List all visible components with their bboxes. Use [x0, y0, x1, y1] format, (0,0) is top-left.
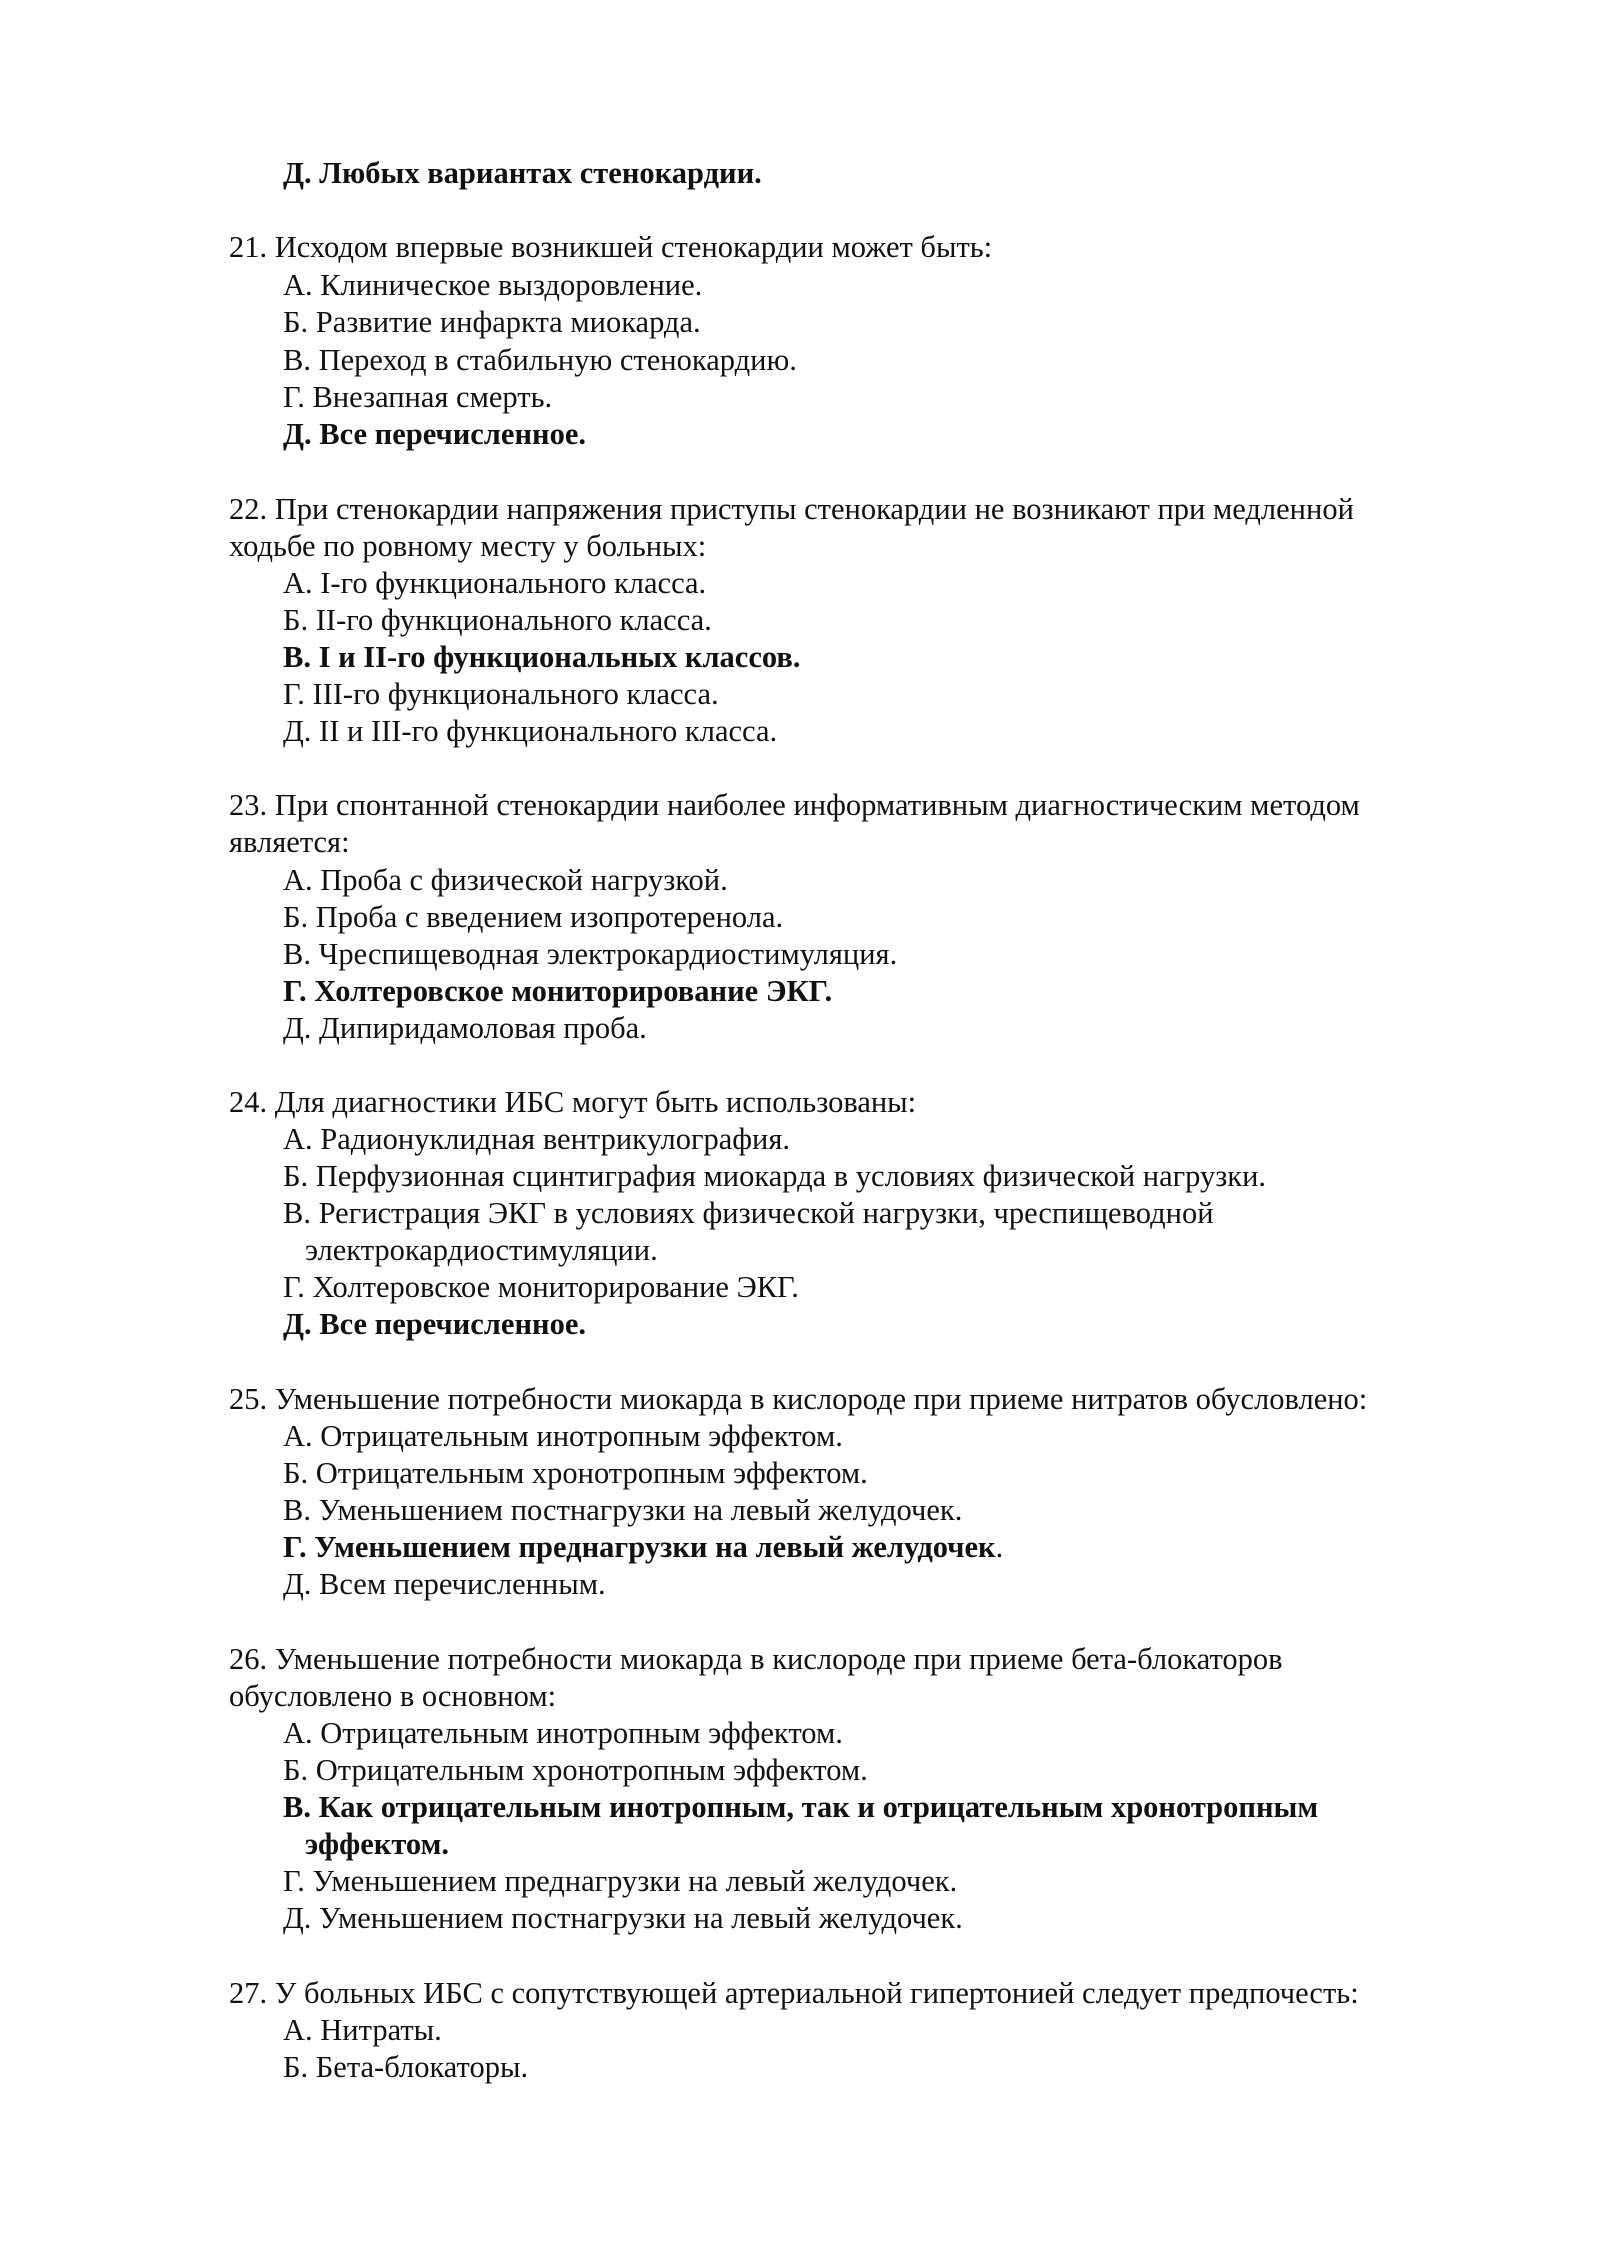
option-26-v-correct-line-1: В. Как отрицательным инотропным, так и отрицательным хронотропным: [283, 1790, 1319, 1824]
option-24-v-line-2: электрокардиостимуляции.: [305, 1233, 658, 1267]
option-23-a: А. Проба с физической нагрузкой.: [283, 863, 728, 897]
option-26-d: Д. Уменьшением постнагрузки на левый желудочек.: [283, 1901, 963, 1935]
question-23-line-2: является:: [229, 825, 350, 859]
option-21-g: Г. Внезапная смерть.: [283, 380, 553, 414]
question-27: 27. У больных ИБС с сопутствующей артериальной гипертонией следует предпочесть:: [229, 1976, 1359, 2010]
option-22-b: Б. II-го функционального класса.: [283, 603, 712, 637]
question-26-line-1: 26. Уменьшение потребности миокарда в кислороде при приеме бета-блокаторов: [229, 1642, 1283, 1676]
option-25-g-correct: [283, 1532, 1003, 1563]
option-24-b: Б. Перфузионная сцинтиграфия миокарда в условиях физической нагрузки.: [283, 1159, 1267, 1193]
question-24: 24. Для диагностики ИБС могут быть использованы:: [229, 1085, 917, 1119]
option-25-d: Д. Всем перечисленным.: [283, 1567, 606, 1601]
question-26-line-2: обусловлено в основном:: [229, 1679, 557, 1713]
question-25: 25. Уменьшение потребности миокарда в кислороде при приеме нитратов обусловлено:: [229, 1382, 1368, 1416]
option-25-b: Б. Отрицательным хронотропным эффектом.: [283, 1456, 868, 1490]
option-24-v-line-1: В. Регистрация ЭКГ в условиях физической нагрузки, чреспищеводной: [283, 1196, 1214, 1230]
option-25-g-bold: Г. Уменьшением преднагрузки на левый желудочек: [283, 1530, 996, 1564]
question-22-line-1: 22. При стенокардии напряжения приступы стенокардии не возникают при медленной: [229, 492, 1354, 526]
option-27-a: А. Нитраты.: [283, 2013, 442, 2047]
option-25-g-suffix: .: [995, 1530, 1004, 1564]
question-23-line-1: 23. При спонтанной стенокардии наиболее информативным диагностическим методом: [229, 788, 1360, 822]
option-27-b: Б. Бета-блокаторы.: [283, 2050, 529, 2084]
question-22-line-2: ходьбе по ровному месту у больных:: [229, 529, 707, 563]
option-22-a: А. I-го функционального класса.: [283, 566, 707, 600]
option-21-v: В. Переход в стабильную стенокардию.: [283, 343, 797, 377]
option-21-d-correct: Д. Все перечисленное.: [283, 417, 587, 451]
option-26-a: А. Отрицательным инотропным эффектом.: [283, 1716, 843, 1750]
question-21: 21. Исходом впервые возникшей стенокардии может быть:: [229, 230, 993, 264]
option-26-v-correct-line-2: эффектом.: [305, 1827, 449, 1861]
option-23-g-correct: Г. Холтеровское мониторирование ЭКГ.: [283, 974, 833, 1008]
option-23-v: В. Чреспищеводная электрокардиостимуляция.: [283, 937, 898, 971]
option-24-g: Г. Холтеровское мониторирование ЭКГ.: [283, 1270, 799, 1304]
option-24-d-correct: Д. Все перечисленное.: [283, 1307, 587, 1341]
option-21-a: А. Клиническое выздоровление.: [283, 268, 703, 302]
option-25-a: А. Отрицательным инотропным эффектом.: [283, 1419, 843, 1453]
option-23-d: Д. Дипиридамоловая проба.: [283, 1011, 647, 1045]
option-22-v-correct: В. I и II-го функциональных классов.: [283, 640, 801, 674]
option-22-d: Д. II и III-го функционального класса.: [283, 714, 778, 748]
option-23-b: Б. Проба с введением изопротеренола.: [283, 900, 784, 934]
option-24-a: А. Радионуклидная вентрикулография.: [283, 1122, 790, 1156]
option-26-g: Г. Уменьшением преднагрузки на левый желудочек.: [283, 1864, 958, 1898]
option-22-g: Г. III-го функционального класса.: [283, 677, 719, 711]
option-26-b: Б. Отрицательным хронотропным эффектом.: [283, 1753, 868, 1787]
option-25-v: В. Уменьшением постнагрузки на левый желудочек.: [283, 1493, 963, 1527]
option-line: Д. Любых вариантах стенокардии.: [283, 156, 762, 190]
option-21-b: Б. Развитие инфаркта миокарда.: [283, 305, 701, 339]
